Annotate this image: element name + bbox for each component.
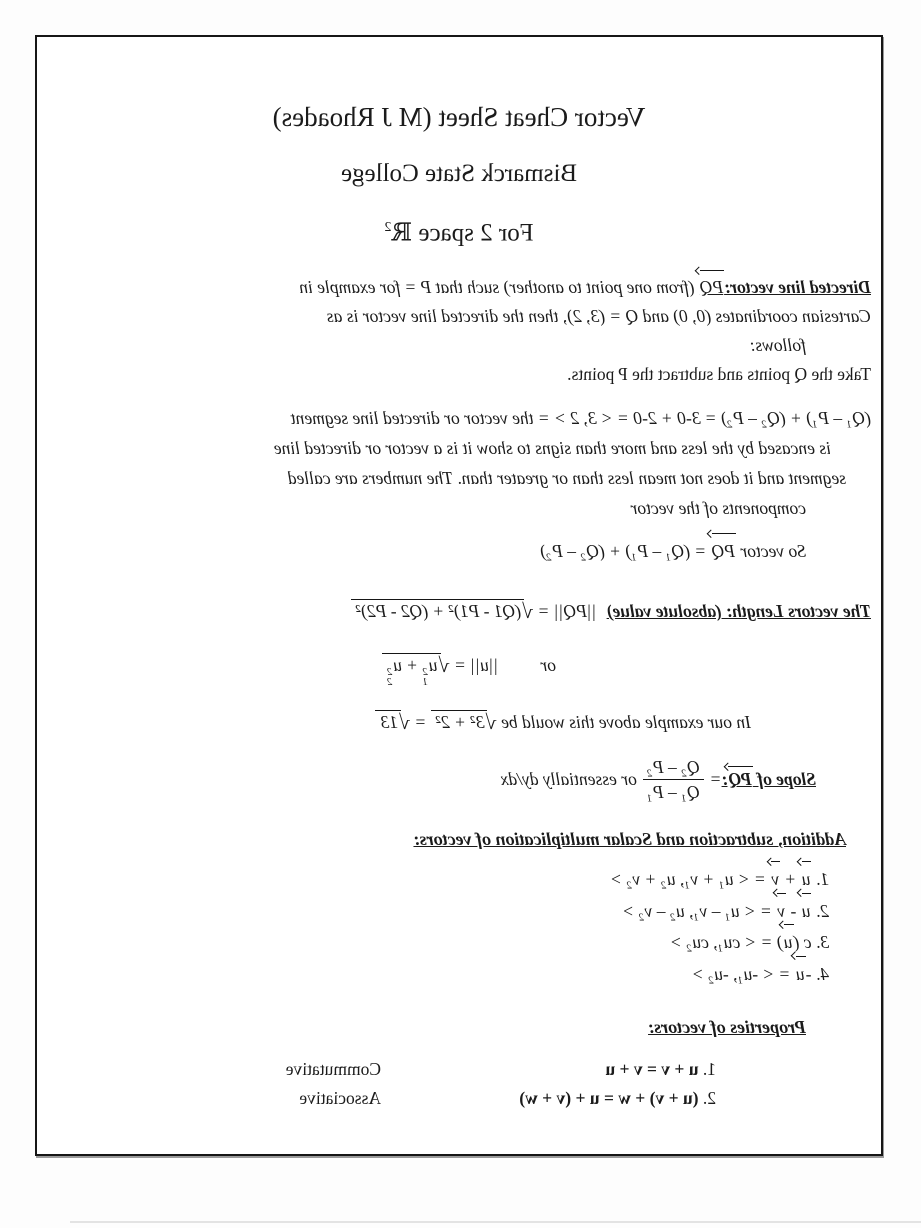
institution-name: Bismarck State College [340,160,578,187]
equals-sign: = [709,769,722,790]
example-text: In our example above this would be [496,712,751,733]
vector-v-notation: v [770,864,780,896]
paragraph-line: Cartesian coordinates (0, 0) and Q = (3, 2), then the directed line vector is as [326,306,871,327]
norm-u-formula [47,648,556,687]
list-item [47,927,829,959]
vector-u-notation: u [801,864,812,896]
vector-u-notation: u [783,927,794,959]
item-number: 4. - [805,963,829,984]
vector-pq-notation: PQ [728,769,752,790]
norm-expression: ||PQ|| = [533,601,597,622]
scan-artifact-line [70,1221,921,1223]
operator: - [786,900,801,921]
item-number: 1. [811,869,829,890]
paragraph-line: is encased by the less and more than signs to show it is a vector or directed line [273,438,831,459]
radicand: 3² + 2² [431,710,488,732]
list-item [47,896,829,928]
paragraph-line: segment and it does not mean less than or greater than. The numbers are called [287,468,846,489]
item-formula: = < u₁ – v₁, u₂ – v₂ > [622,900,777,921]
vector-pq-notation: PQ [711,536,736,566]
section-heading: Properties of vectors: [648,1017,806,1038]
radical-expression [382,655,450,688]
section-heading: : [721,769,728,790]
property-row [47,1055,716,1084]
paragraph-line: (Q₁ – P₁) + (Q₂ – P₂) = 3-0 + 2-0 = < 3, 2 > = the vector or directed line segment [290,408,871,429]
property-label: Associative [299,1088,381,1109]
vector-length-formula [47,590,871,632]
item-formula: = < u₁ + v₁, u₂ + v₂ > [610,869,771,890]
plus-sign: + [401,655,423,676]
equals-sign: = [410,712,431,733]
section-heading: The vectors Length: (absolute value) [606,601,871,622]
section-heading: Slope of [752,769,816,790]
so-vector-formula [47,536,806,566]
formula-text: or essentially dy/dx [500,769,637,790]
radical-sign: √ [399,712,411,735]
section-heading: Directed line vector: [724,277,871,298]
fraction-numerator: Q₂ – P₂ [643,755,704,780]
mirrored-content [37,37,881,1154]
property-equation [381,1084,716,1113]
radicand: (Q1 - P1)² + (Q2 - P2)² [351,599,524,621]
or-text: or [540,655,556,676]
radical-sign: √ [522,601,534,624]
radical-sign: √ [438,655,450,678]
vector-u-notation: u [801,896,812,928]
vector-pq-notation: PQ [699,273,724,302]
property-row [47,1084,716,1113]
item-formula: ) = < cu₁, cu₂ > [670,932,783,953]
fraction-denominator: Q₁ – P₁ [646,782,700,803]
document-title: Vector Cheat Sheet (M J Rhoades) [272,102,646,132]
u1-subscript: 1 [422,676,428,688]
equation-text: (u + v) + w = u + (v + w) [519,1088,699,1109]
properties-list [47,1055,716,1113]
section-heading: Addition, subtraction and Scalar multiplication of vectors: [413,829,846,850]
radicand [382,653,441,688]
equation-text: u + v = v + u [605,1059,699,1080]
radical-expression [351,601,534,624]
u1-superscript: 2 [422,667,428,679]
u2-superscript: 2 [386,667,393,679]
subtitle [47,211,871,249]
list-item [47,959,829,991]
components-paragraph [47,403,871,523]
properties-section-heading [47,1014,806,1040]
vector-u-notation: u [795,959,806,991]
radical-expression [431,712,497,735]
paragraph-line [47,273,871,302]
property-label: Commutative [285,1059,381,1080]
slope-formula [47,755,816,804]
fraction [643,755,704,804]
item-number: 3. c ( [793,932,829,953]
item-number: 2. [811,900,829,921]
formula-text: So vector [736,541,806,562]
example-formula [47,705,751,739]
vector-operations-list [47,864,829,990]
u2-subscript: 2 [386,676,393,688]
formula-text: = (Q₁ – P₁) + (Q₂ – P₂) [540,541,711,562]
addition-section-heading [47,826,846,852]
property-equation [381,1055,716,1084]
u2-base: u [393,655,402,676]
item-formula: = < -u₁, -u₂ > [691,963,795,984]
document-page [35,35,883,1156]
radicand: 13 [376,710,402,732]
norm-expression: ||u|| = [449,655,499,676]
paragraph-text: (from one point to another) such that P = for example in [299,277,699,298]
paragraph-line: Take the Q points and subtract the P points. [567,364,871,385]
u1-base: u [428,655,438,676]
operator: + [780,869,801,890]
vector-v-notation: v [776,896,786,928]
list-item [47,864,829,896]
subtitle-superscript: 2 [384,220,392,235]
subtitle-text: For 2 space ℝ [391,219,534,247]
property-number: 1. [698,1059,716,1080]
paragraph-line: follows: [749,335,806,356]
property-number: 2. [698,1088,716,1109]
u1-subsup [423,668,429,687]
radical-expression [376,712,411,735]
paragraph-line: components of the vector [630,498,806,519]
directed-line-vector-paragraph [47,273,871,389]
radical-sign: √ [485,712,497,735]
u2-subsup [387,668,393,687]
